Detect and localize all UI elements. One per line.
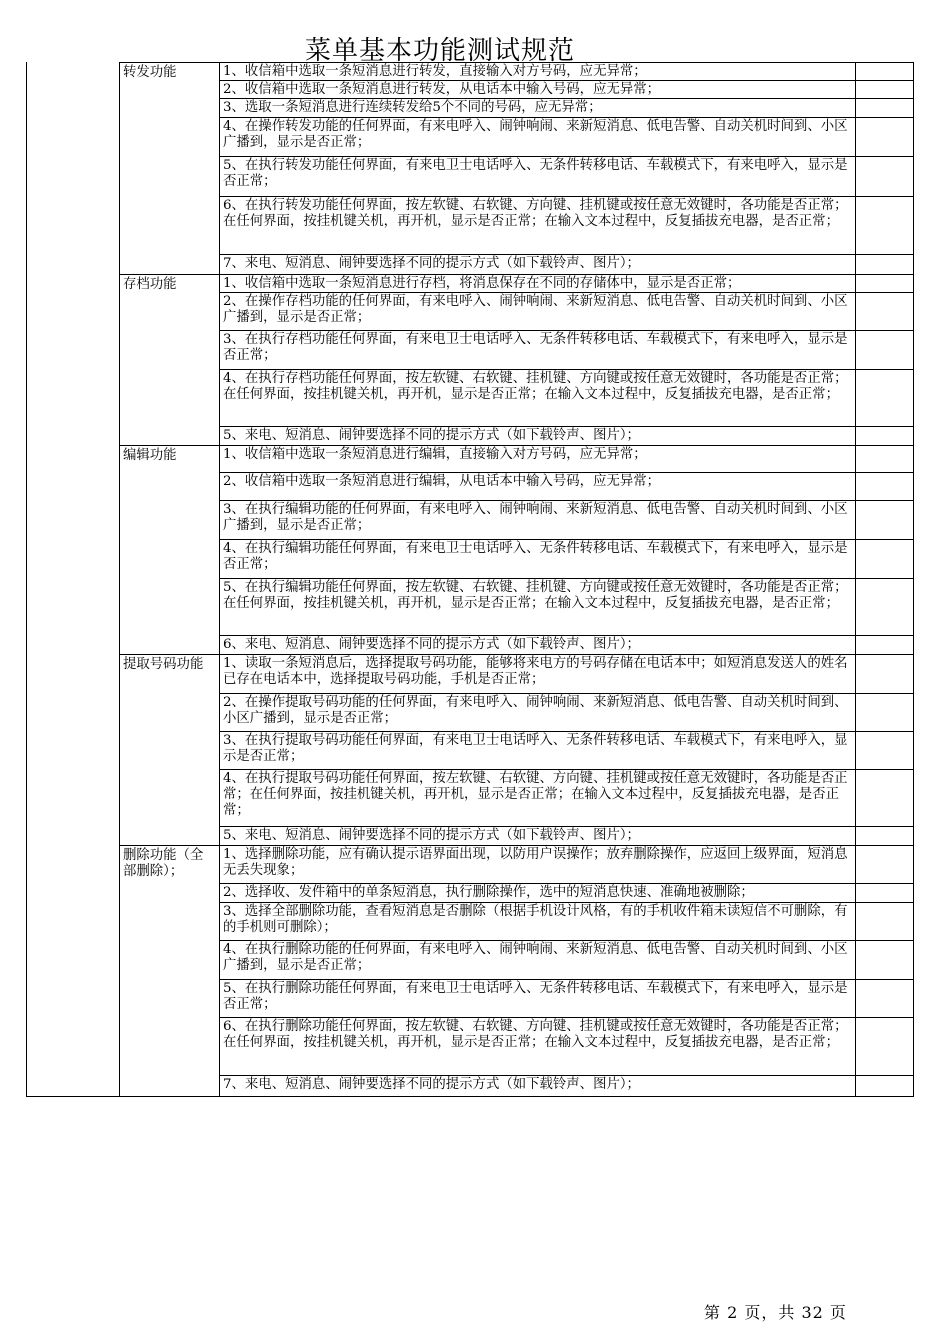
result-cell	[855, 694, 856, 731]
result-cell	[855, 1018, 856, 1075]
test-item-row	[219, 426, 913, 445]
test-item-text: 7、来电、短消息、闹钟要选择不同的提示方式（如下载铃声、图片）；	[223, 256, 640, 271]
test-item-row	[219, 693, 913, 731]
test-item-row	[219, 845, 913, 883]
test-item-text: 6、在执行删除功能任何界面，按左软键、右软键、方向键、挂机键或按任意无效键时，各功能是否正常；在任何界面，按挂机键关机，再开机，显示是否正常；在输入文本过程中，反复插拔充电器，是否正常；	[223, 1019, 848, 1050]
test-item-row	[219, 196, 913, 254]
result-cell	[855, 293, 856, 330]
result-cell	[855, 331, 856, 369]
result-cell	[855, 941, 856, 979]
test-spec-table	[26, 62, 914, 1097]
test-item-row	[219, 445, 913, 472]
test-item-row	[219, 769, 913, 826]
test-item-text: 5、来电、短消息、闹钟要选择不同的提示方式（如下载铃声、图片）；	[223, 428, 640, 443]
page-footer: 第 2 页，共 32 页	[704, 1303, 847, 1322]
test-item-text: 4、在执行删除功能的任何界面，有来电呼入、闹钟响闹、来新短消息、低电告警、自动关机时间到、小区广播到，显示是否正常；	[223, 942, 848, 973]
test-item-row	[219, 731, 913, 769]
section-name-cell	[119, 845, 219, 1097]
section-name-cell	[119, 62, 219, 274]
page-title: 菜单基本功能测试规范	[304, 36, 575, 66]
test-item-text: 6、来电、短消息、闹钟要选择不同的提示方式（如下载铃声、图片）；	[223, 637, 640, 652]
test-item-text: 1、收信箱中选取一条短消息进行转发，直接输入对方号码，应无异常；	[223, 64, 647, 79]
result-cell	[855, 63, 856, 80]
result-cell	[855, 370, 856, 426]
test-item-text: 3、选择全部删除功能，查看短消息是否删除（根据手机设计风格，有的手机收件箱未读短信不可删除，有的手机则可删除）；	[223, 904, 848, 935]
section-name: 提取号码功能	[123, 657, 204, 672]
test-item-text: 3、在执行提取号码功能任何界面，有来电卫士电话呼入、无条件转移电话、车载模式下，有来电呼入，显示是否正常；	[223, 733, 848, 764]
test-item-row	[219, 654, 913, 693]
test-item-text: 5、在执行转发功能任何界面，有来电卫士电话呼入、无条件转移电话、车载模式下，有来电呼入，显示是否正常；	[223, 158, 848, 189]
test-item-row	[219, 80, 913, 98]
test-item-row	[219, 940, 913, 979]
test-item-row	[219, 472, 913, 500]
result-cell	[855, 118, 856, 156]
section-name: 存档功能	[123, 277, 177, 292]
result-cell	[855, 157, 856, 196]
test-item-row	[219, 330, 913, 369]
result-cell	[855, 99, 856, 117]
test-item-row	[219, 98, 913, 117]
section-name: 转发功能	[123, 65, 177, 80]
test-item-text: 4、在执行编辑功能任何界面，有来电卫士电话呼入、无条件转移电话、车载模式下，有来电呼入，显示是否正常；	[223, 541, 848, 572]
test-item-text: 7、来电、短消息、闹钟要选择不同的提示方式（如下载铃声、图片）；	[223, 1077, 640, 1092]
section-name: 编辑功能	[123, 448, 177, 463]
test-item-text: 5、在执行删除功能任何界面，有来电卫士电话呼入、无条件转移电话、车载模式下，有来电呼入，显示是否正常；	[223, 981, 848, 1012]
section-name-cell	[119, 274, 219, 445]
test-item-text: 5、在执行编辑功能任何界面，按左软键、右软键、挂机键、方向键或按任意无效键时，各功能是否正常；在任何界面，按挂机键关机，再开机，显示是否正常；在输入文本过程中，反复插拔充电器，是否正常；	[223, 580, 848, 611]
test-item-text: 6、在执行转发功能任何界面，按左软键、右软键、方向键、挂机键或按任意无效键时，各功能是否正常；在任何界面，按挂机键关机，再开机，显示是否正常；在输入文本过程中，反复插拔充电器，是否正常；	[223, 198, 848, 229]
section-name: 删除功能（全部删除）；	[123, 848, 204, 879]
test-item-row	[219, 117, 913, 156]
result-cell	[855, 446, 856, 472]
test-item-text: 1、收信箱中选取一条短消息进行编辑，直接输入对方号码，应无异常；	[223, 447, 647, 462]
result-cell	[855, 980, 856, 1017]
test-item-row	[219, 826, 913, 845]
test-item-row	[219, 883, 913, 902]
test-item-row	[219, 979, 913, 1017]
result-cell	[855, 827, 856, 845]
test-item-row	[219, 274, 913, 292]
result-cell	[855, 579, 856, 635]
test-item-text: 2、在操作提取号码功能的任何界面，有来电呼入、闹钟响闹、来新短消息、低电告警、自动关机时间到、小区广播到，显示是否正常；	[223, 695, 848, 726]
test-item-row	[219, 1017, 913, 1075]
test-item-row	[219, 292, 913, 330]
test-item-row	[219, 254, 913, 274]
section-name-cell	[119, 654, 219, 845]
test-item-row	[219, 1075, 913, 1097]
table-right-border	[913, 62, 914, 1097]
result-cell	[855, 655, 856, 693]
test-item-text: 2、在操作存档功能的任何界面，有来电呼入、闹钟响闹、来新短消息、低电告警、自动关机时间到、小区广播到，显示是否正常；	[223, 294, 848, 325]
test-item-text: 3、选取一条短消息进行连续转发给5个不同的号码，应无异常；	[223, 100, 602, 115]
result-cell	[855, 427, 856, 445]
result-cell	[855, 770, 856, 826]
test-item-text: 1、收信箱中选取一条短消息进行存档，将消息保存在不同的存储体中，显示是否正常；	[223, 276, 741, 291]
test-item-row	[219, 578, 913, 635]
test-item-text: 4、在执行提取号码功能任何界面，按左软键、右软键、方向键、挂机键或按任意无效键时，各功能是否正常；在任何界面，按挂机键关机，再开机，显示是否正常；在输入文本过程中，反复插拔充电器，是否正常；	[223, 771, 848, 818]
result-cell	[855, 636, 856, 654]
test-item-text: 3、在执行编辑功能的任何界面，有来电呼入、闹钟响闹、来新短消息、低电告警、自动关机时间到、小区广播到，显示是否正常；	[223, 502, 848, 533]
result-cell	[855, 732, 856, 769]
test-item-text: 1、选择删除功能，应有确认提示语界面出现，以防用户误操作；放弃删除操作，应返回上级界面，短消息无丢失现象；	[223, 847, 848, 878]
result-cell	[855, 255, 856, 274]
test-item-text: 3、在执行存档功能任何界面，有来电卫士电话呼入、无条件转移电话、车载模式下，有来电呼入，显示是否正常；	[223, 332, 848, 363]
test-item-text: 2、选择收、发件箱中的单条短消息，执行删除操作，选中的短消息快速、准确地被删除；	[223, 885, 754, 900]
test-item-text: 4、在操作转发功能的任何界面，有来电呼入、闹钟响闹、来新短消息、低电告警、自动关机时间到、小区广播到，显示是否正常；	[223, 119, 848, 150]
result-cell	[855, 275, 856, 292]
table-left-border	[26, 62, 27, 1097]
test-item-row	[219, 902, 913, 940]
test-item-text: 5、来电、短消息、闹钟要选择不同的提示方式（如下载铃声、图片）；	[223, 828, 640, 843]
section-name-cell	[119, 445, 219, 654]
test-item-text: 2、收信箱中选取一条短消息进行转发，从电话本中输入号码，应无异常；	[223, 82, 661, 97]
test-item-row	[219, 635, 913, 654]
result-cell	[855, 540, 856, 578]
test-item-text: 1、读取一条短消息后，选择提取号码功能，能够将来电方的号码存储在电话本中；如短消息发送人的姓名已存在电话本中，选择提取号码功能，手机是否正常；	[223, 656, 848, 687]
result-cell	[855, 884, 856, 902]
result-cell	[855, 473, 856, 500]
result-cell	[855, 501, 856, 539]
test-item-row	[219, 369, 913, 426]
result-cell	[855, 81, 856, 98]
test-item-row	[219, 539, 913, 578]
result-cell	[855, 197, 856, 254]
test-item-text: 2、收信箱中选取一条短消息进行编辑，从电话本中输入号码，应无异常；	[223, 474, 661, 489]
result-cell	[855, 903, 856, 940]
test-item-row	[219, 500, 913, 539]
test-item-row	[219, 156, 913, 196]
result-cell	[855, 1076, 856, 1097]
result-cell	[855, 846, 856, 883]
test-item-row	[219, 62, 913, 80]
test-item-text: 4、在执行存档功能任何界面，按左软键、右软键、挂机键、方向键或按任意无效键时，各功能是否正常；在任何界面，按挂机键关机，再开机，显示是否正常；在输入文本过程中，反复插拔充电器，是否正常；	[223, 371, 848, 402]
